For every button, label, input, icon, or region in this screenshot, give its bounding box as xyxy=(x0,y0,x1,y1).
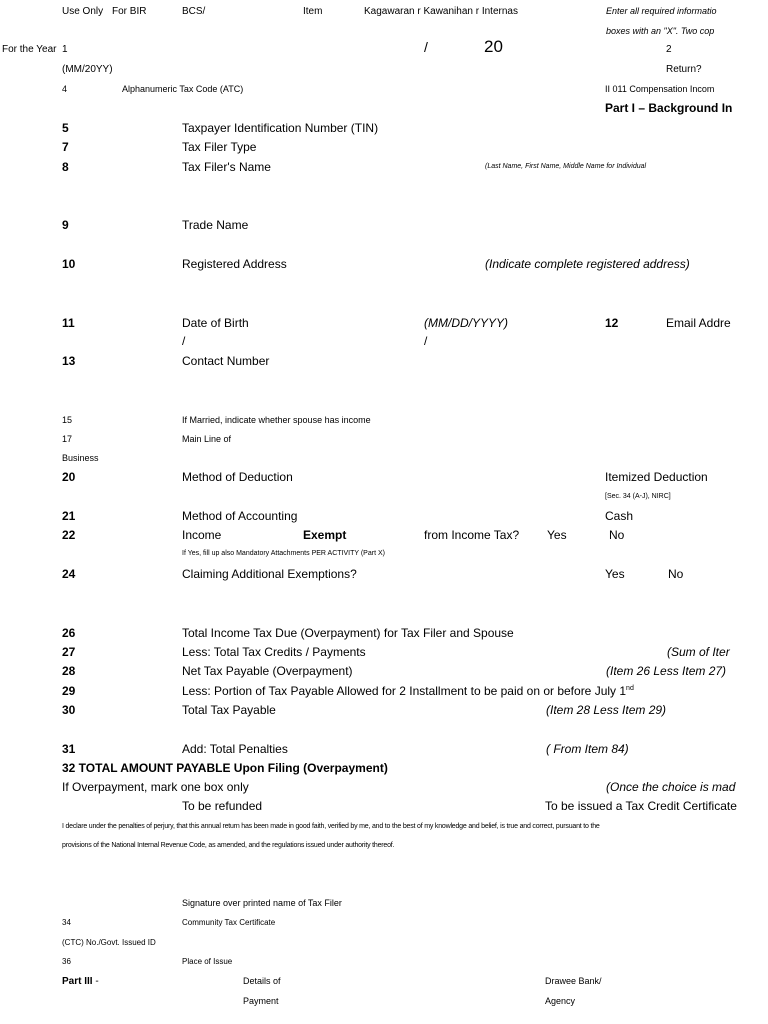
tin-label: Taxpayer Identification Number (TIN) xyxy=(182,121,379,135)
item-1-number: 1 xyxy=(62,44,68,55)
item-31-hint: ( From Item 84) xyxy=(546,742,629,756)
item-31-number: 31 xyxy=(62,742,76,756)
atc-label: Alphanumeric Tax Code (ATC) xyxy=(122,84,244,94)
contact-number-label: Contact Number xyxy=(182,354,270,368)
overpayment-instruction: If Overpayment, mark one box only xyxy=(62,780,249,794)
second-installment-suffix: nd xyxy=(626,685,634,692)
item-17-number: 17 xyxy=(62,434,73,444)
tax-filer-name-label: Tax Filer's Name xyxy=(182,160,271,174)
date-of-birth-label: Date of Birth xyxy=(182,316,249,330)
main-line-label: Main Line of xyxy=(182,434,232,444)
year-format-hint: (MM/20YY) xyxy=(62,64,113,75)
exemptions-yes-option[interactable]: Yes xyxy=(605,567,625,581)
year-slash: / xyxy=(424,39,428,55)
net-tax-payable-label: Net Tax Payable (Overpayment) xyxy=(182,664,353,678)
exempt-no-option[interactable]: No xyxy=(609,528,625,542)
additional-exemptions-label: Claiming Additional Exemptions? xyxy=(182,567,357,581)
item-15-number: 15 xyxy=(62,415,73,425)
part3-title xyxy=(62,976,99,988)
tax-credit-certificate-option[interactable]: To be issued a Tax Credit Certificate xyxy=(545,799,737,813)
registered-address-label: Registered Address xyxy=(182,257,287,271)
cash-option[interactable]: Cash xyxy=(605,509,634,523)
drawee-bank-line-1: Drawee Bank/ xyxy=(545,976,602,986)
income-label: Income xyxy=(182,528,222,542)
mandatory-attachments-note: If Yes, fill up also Mandatory Attachments PER ACTIVITY (Part X) xyxy=(182,550,385,557)
item-13-number: 13 xyxy=(62,354,76,368)
trade-name-label: Trade Name xyxy=(182,218,249,232)
total-income-tax-due-label: Total Income Tax Due (Overpayment) for Tax Filer and Spouse xyxy=(182,626,514,640)
agency-name: Kagawaran r Kawanihan r Internas xyxy=(364,6,518,17)
part3-title-bold: Part III xyxy=(62,976,93,987)
item-7-number: 7 xyxy=(62,140,69,154)
item-27-number: 27 xyxy=(62,645,76,659)
dob-slash-2: / xyxy=(424,334,428,348)
declaration-line-2: provisions of the National Internal Revenue Code, as amended, and the regulations issued under authority thereof. xyxy=(62,842,395,849)
atc-compensation-income: II 011 Compensation Incom xyxy=(605,84,715,94)
part1-title: Part I – Background In xyxy=(605,101,733,115)
item-34-number: 34 xyxy=(62,918,71,927)
item-28-number: 28 xyxy=(62,664,76,678)
item-8-number: 8 xyxy=(62,160,69,174)
from-income-tax-label: from Income Tax? xyxy=(424,528,520,542)
declaration-line-1: I declare under the penalties of perjury, that this annual return has been made in good faith, verified by me, and to the best of my knowledge and belief, is true and correct, pursuant to the xyxy=(62,823,600,830)
spouse-income-label: If Married, indicate whether spouse has income xyxy=(182,415,371,425)
item-10-number: 10 xyxy=(62,257,76,271)
item-2-number: 2 xyxy=(666,44,672,55)
method-of-accounting-label: Method of Accounting xyxy=(182,509,298,523)
for-bir-label: For BIR xyxy=(112,6,147,17)
item-36-number: 36 xyxy=(62,957,71,966)
main-line-business-label: Business xyxy=(62,453,99,463)
part3-title-dash: - xyxy=(92,976,99,987)
item-29-number: 29 xyxy=(62,684,76,698)
exemptions-no-option[interactable]: No xyxy=(668,567,684,581)
exempt-yes-option[interactable]: Yes xyxy=(547,528,567,542)
total-penalties-label: Add: Total Penalties xyxy=(182,742,288,756)
instructions-line-1: Enter all required informatio xyxy=(606,6,717,16)
item-21-number: 21 xyxy=(62,509,76,523)
ctc-govt-id-label: (CTC) No./Govt. Issued ID xyxy=(62,938,156,947)
nirc-section-note: [Sec. 34 (A-J), NIRC] xyxy=(605,493,671,500)
instructions-line-2: boxes with an "X". Two cop xyxy=(606,26,715,36)
exempt-label: Exempt xyxy=(303,528,347,542)
community-tax-certificate-label: Community Tax Certificate xyxy=(182,918,276,927)
amended-return-question: Return? xyxy=(666,64,702,75)
item-label: Item xyxy=(303,6,323,17)
item-28-hint: (Item 26 Less Item 27) xyxy=(606,664,727,678)
year-century: 20 xyxy=(484,37,503,56)
total-amount-payable-label: 32 TOTAL AMOUNT PAYABLE Upon Filing (Overpayment) xyxy=(62,761,388,775)
item-24-number: 24 xyxy=(62,567,76,581)
item-5-number: 5 xyxy=(62,121,69,135)
item-20-number: 20 xyxy=(62,470,76,484)
total-tax-credits-label: Less: Total Tax Credits / Payments xyxy=(182,645,366,659)
drawee-bank-line-2: Agency xyxy=(545,996,576,1006)
item-12-number: 12 xyxy=(605,316,619,330)
name-format-hint: (Last Name, First Name, Middle Name for Individual xyxy=(485,163,647,170)
email-address-label: Email Addre xyxy=(666,316,731,330)
item-11-number: 11 xyxy=(62,316,75,330)
sum-of-items-hint: (Sum of Iter xyxy=(667,645,730,659)
item-30-number: 30 xyxy=(62,703,76,717)
itemized-deduction-option[interactable]: Itemized Deduction xyxy=(605,470,708,484)
item-26-number: 26 xyxy=(62,626,76,640)
date-format-hint: (MM/DD/YYYY) xyxy=(424,316,508,330)
signature-label: Signature over printed name of Tax Filer xyxy=(182,898,342,908)
details-of-payment-line-2: Payment xyxy=(243,996,279,1006)
use-only-label: Use Only xyxy=(62,6,104,17)
place-of-issue-label: Place of Issue xyxy=(182,957,233,966)
item-30-hint: (Item 28 Less Item 29) xyxy=(546,703,667,717)
address-hint: (Indicate complete registered address) xyxy=(485,257,690,271)
item-9-number: 9 xyxy=(62,218,69,232)
item-4-number: 4 xyxy=(62,84,68,94)
details-of-payment-line-1: Details of xyxy=(243,976,281,986)
overpayment-choice-hint: (Once the choice is mad xyxy=(606,780,736,794)
to-be-refunded-option[interactable]: To be refunded xyxy=(182,799,263,813)
item-22-number: 22 xyxy=(62,528,76,542)
tax-filer-type-label: Tax Filer Type xyxy=(182,140,257,154)
bcs-label: BCS/ xyxy=(182,6,206,17)
method-of-deduction-label: Method of Deduction xyxy=(182,470,293,484)
dob-slash-1: / xyxy=(182,334,186,348)
second-installment-label: Less: Portion of Tax Payable Allowed for 2 Installment to be paid on or before July 1nd xyxy=(182,684,634,698)
total-tax-payable-label: Total Tax Payable xyxy=(182,703,276,717)
for-the-year-label: For the Year xyxy=(2,44,57,55)
